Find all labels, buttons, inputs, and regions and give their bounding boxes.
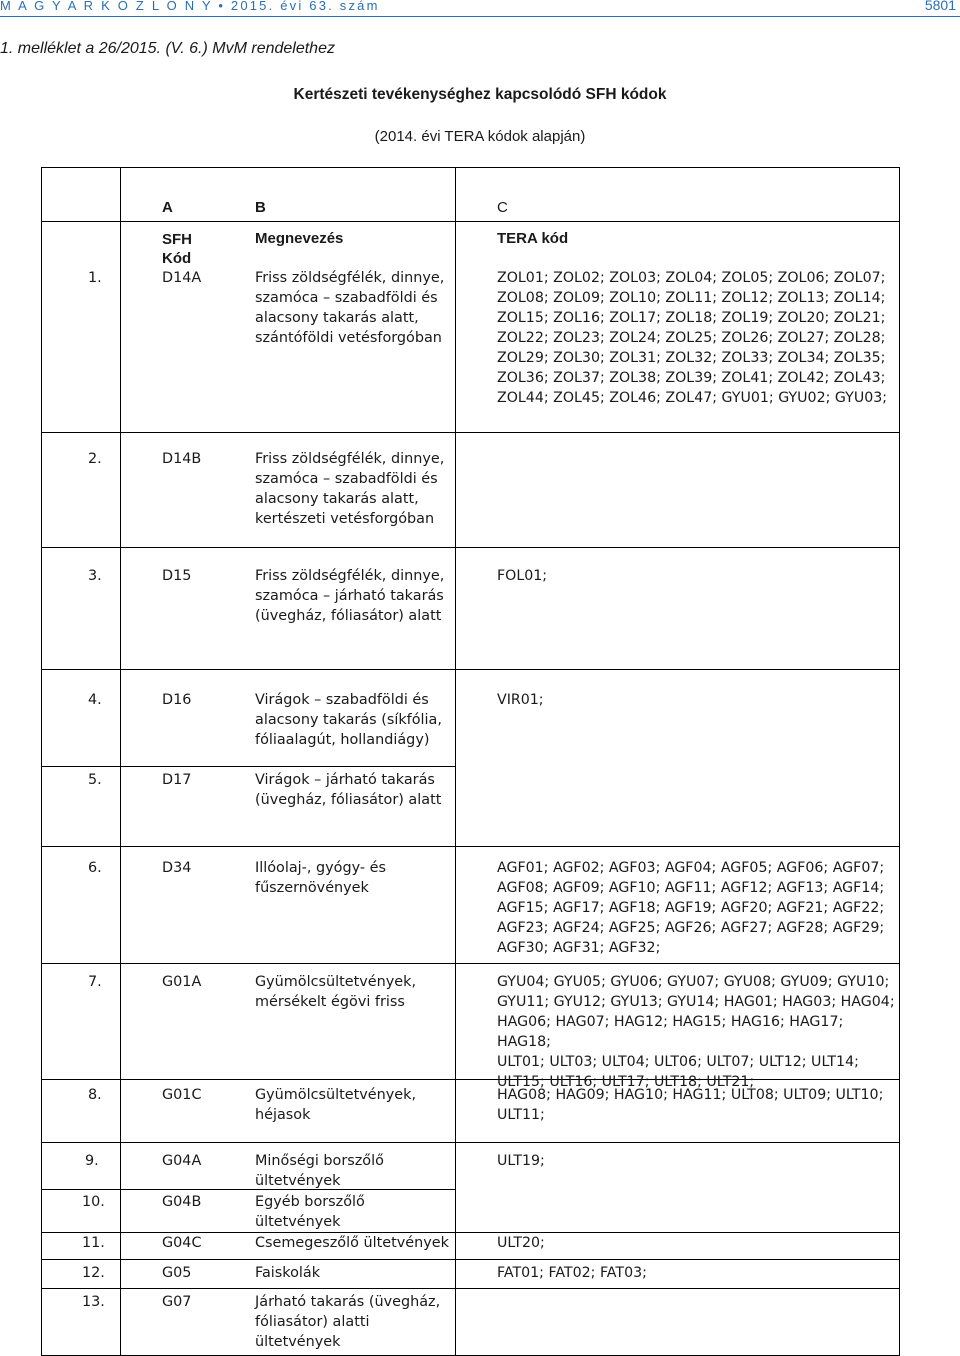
table-border-right xyxy=(899,167,900,1356)
row-divider xyxy=(41,432,900,433)
header-divider-1 xyxy=(120,167,121,222)
document-title: Kertészeti tevékenységhez kapcsolódó SFH kódok xyxy=(293,86,667,103)
sfh-code: G04C xyxy=(162,1235,202,1251)
row-number: 9. xyxy=(85,1153,99,1169)
row-name: Járható takarás (üvegház, fóliasátor) alatti ültetvények xyxy=(255,1294,441,1350)
row-number: 4. xyxy=(88,692,102,708)
row-number: 2. xyxy=(88,451,102,467)
row-name: Gyümölcsültetvények, héjasok xyxy=(255,1087,417,1123)
row-name: Virágok – járható takarás (üvegház, fóliasátor) alatt xyxy=(255,772,442,808)
sfh-code: D17 xyxy=(162,772,192,788)
row-number: 5. xyxy=(88,772,102,788)
row-name: Csemegeszőlő ültetvények xyxy=(255,1235,449,1251)
column-letter-c: C xyxy=(497,199,508,216)
row-divider xyxy=(41,846,900,847)
table-border-top xyxy=(41,167,900,168)
row-name: Friss zöldségfélék, dinnye, szamóca – szabadföldi és alacsony takarás alatt, szántóföldi vetésforgóban xyxy=(255,270,445,346)
column-letter-a: A xyxy=(162,199,173,216)
row-name: Egyéb borszőlő ültetvények xyxy=(255,1194,365,1230)
row-divider xyxy=(41,963,900,964)
tera-codes: ULT19; xyxy=(497,1153,545,1169)
column-header-tera-kod: TERA kód xyxy=(497,230,569,247)
row-number: 10. xyxy=(82,1194,105,1210)
sfh-code: D34 xyxy=(162,860,192,876)
annex-label: 1. melléklet a 26/2015. (V. 6.) MvM rendelethez xyxy=(0,40,335,57)
row-name: Virágok – szabadföldi és alacsony takarás (síkfólia, fóliaalagút, hollandiágy) xyxy=(255,692,442,748)
sfh-code: G05 xyxy=(162,1265,192,1281)
row-divider xyxy=(41,669,900,670)
row-name: Friss zöldségfélék, dinnye, szamóca – szabadföldi és alacsony takarás alatt, kertészeti vetésforgóban xyxy=(255,451,445,527)
page-header xyxy=(0,0,960,14)
column-header-megnevezes: Megnevezés xyxy=(255,230,344,247)
body-divider-b xyxy=(455,222,456,1356)
tera-codes: GYU04; GYU05; GYU06; GYU07; GYU08; GYU09; GYU10; GYU11; GYU12; GYU13; GYU14; HAG01; HAG03; HAG04; HAG06; HAG07; HAG12; HAG15; HAG16; HAG17; HAG18; ULT01; ULT03; ULT04; ULT06; ULT07; ULT12; ULT14; ULT15; ULT16; ULT17; ULT18; ULT21; xyxy=(497,974,895,1090)
sfh-code: G01C xyxy=(162,1087,202,1103)
row-divider xyxy=(41,1259,900,1260)
document-subtitle: (2014. évi TERA kódok alapján) xyxy=(374,128,586,145)
header-divider-h xyxy=(41,221,900,222)
row-name: Gyümölcsültetvények, mérsékelt égövi friss xyxy=(255,974,417,1010)
row-number: 11. xyxy=(82,1235,105,1251)
row-divider xyxy=(41,1288,900,1289)
header-rule xyxy=(0,16,960,17)
sfh-code: D16 xyxy=(162,692,192,708)
sfh-code: G04B xyxy=(162,1194,202,1210)
row-number: 3. xyxy=(88,568,102,584)
sfh-code: D14A xyxy=(162,270,202,286)
sfh-code: D15 xyxy=(162,568,192,584)
sfh-code: G07 xyxy=(162,1294,192,1310)
sfh-code: D14B xyxy=(162,451,202,467)
tera-codes: VIR01; xyxy=(497,692,544,708)
tera-codes: FAT01; FAT02; FAT03; xyxy=(497,1265,647,1281)
tera-codes: HAG08; HAG09; HAG10; HAG11; ULT08; ULT09; ULT10; ULT11; xyxy=(497,1087,884,1123)
row-name: Friss zöldségfélék, dinnye, szamóca – járható takarás (üvegház, fóliasátor) alatt xyxy=(255,568,445,624)
column-letter-b: B xyxy=(255,199,266,216)
table-border-left xyxy=(41,167,42,1356)
gazette-title: M A G Y A R K Ö Z L Ö N Y • 2015. évi 63. szám xyxy=(0,0,380,13)
row-divider xyxy=(41,547,900,548)
tera-codes: ZOL01; ZOL02; ZOL03; ZOL04; ZOL05; ZOL06; ZOL07; ZOL08; ZOL09; ZOL10; ZOL11; ZOL12; ZOL13; ZOL14; ZOL15; ZOL16; ZOL17; ZOL18; ZOL19; ZOL20; ZOL21; ZOL22; ZOL23; ZOL24; ZOL25; ZOL26; ZOL27; ZOL28; ZOL29; ZOL30; ZOL31; ZOL32; ZOL33; ZOL34; ZOL35; ZOL36; ZOL37; ZOL38; ZOL39; ZOL41; ZOL42; ZOL43; ZOL44; ZOL45; ZOL46; ZOL47; GYU01; GYU02; GYU03; xyxy=(497,270,888,406)
page-number: 5801 xyxy=(924,0,956,13)
row-number: 13. xyxy=(82,1294,105,1310)
row-name: Illóolaj-, gyógy- és fűszernövények xyxy=(255,860,386,896)
row-number: 6. xyxy=(88,860,102,876)
row-number: 12. xyxy=(82,1265,105,1281)
row-number: 1. xyxy=(88,270,102,286)
tera-codes: FOL01; xyxy=(497,568,548,584)
header-divider-2 xyxy=(455,167,456,222)
row-name: Faiskolák xyxy=(255,1265,321,1281)
row-number: 8. xyxy=(88,1087,102,1103)
column-header-sfh-kod: SFH Kód xyxy=(162,231,192,267)
sfh-code: G04A xyxy=(162,1153,202,1169)
tera-codes: ULT20; xyxy=(497,1235,545,1251)
sfh-code: G01A xyxy=(162,974,202,990)
row-divider xyxy=(41,766,456,767)
row-divider xyxy=(41,1142,900,1143)
row-number: 7. xyxy=(88,974,102,990)
row-name: Minőségi borszőlő ültetvények xyxy=(255,1153,384,1189)
tera-codes: AGF01; AGF02; AGF03; AGF04; AGF05; AGF06; AGF07; AGF08; AGF09; AGF10; AGF11; AGF12; AGF13; AGF14; AGF15; AGF17; AGF18; AGF19; AGF20; AGF21; AGF22; AGF23; AGF24; AGF25; AGF26; AGF27; AGF28; AGF29; AGF30; AGF31; AGF32; xyxy=(497,860,885,956)
